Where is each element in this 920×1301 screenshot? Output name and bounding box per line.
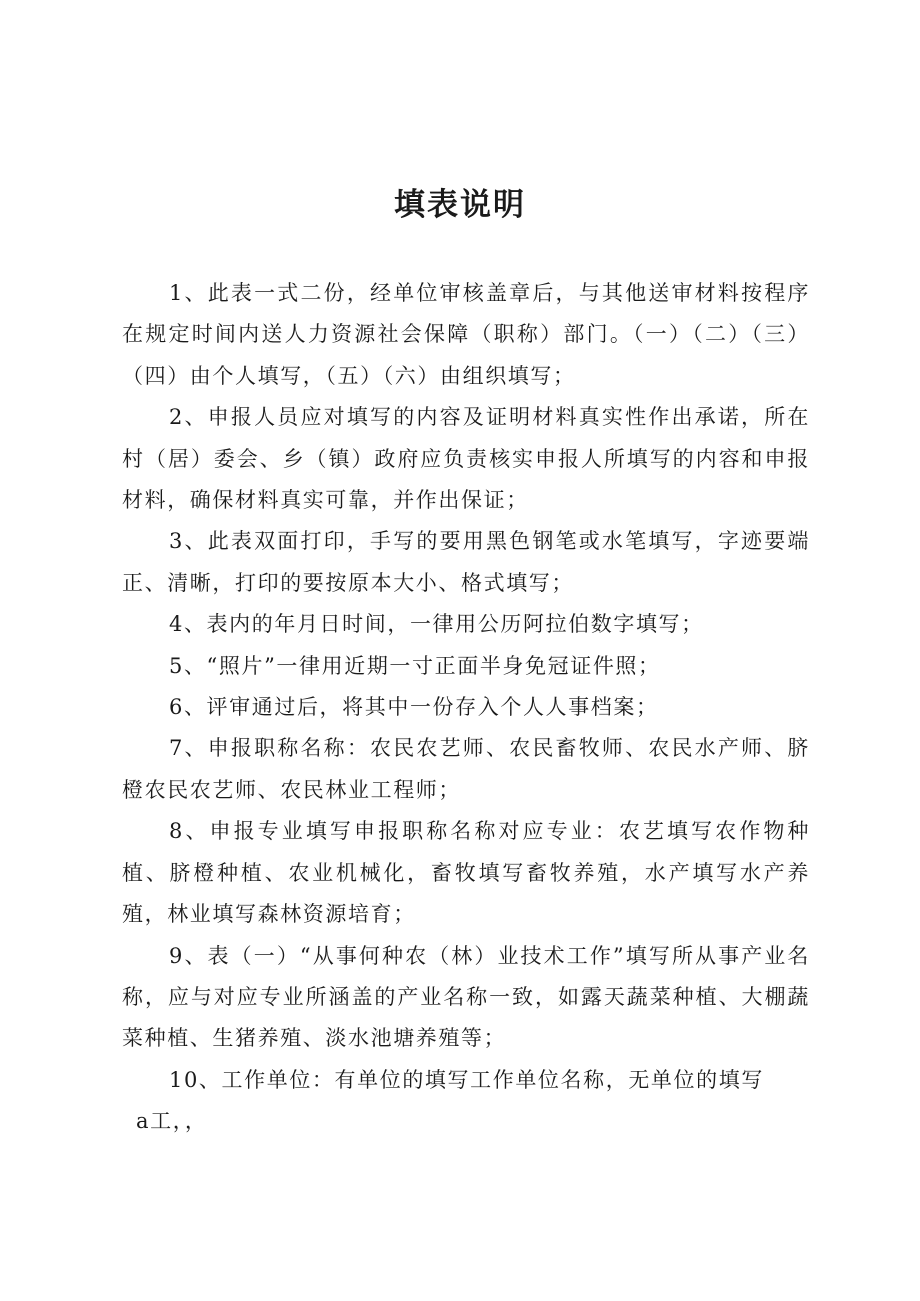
instruction-item-2: 2、申报人员应对填写的内容及证明材料真实性作出承诺，所在村（居）委会、乡（镇）政府应负责核实申报人所填写的内容和申报材料，确保材料真实可靠，并作出保证； [122,405,810,513]
instructions-body [122,273,810,1143]
instruction-item-10: 10、工作单位：有单位的填写工作单位名称，无单位的填写 [169,1067,764,1092]
page-title: 填表说明 [394,187,526,223]
instruction-item-7: 7、申报职称名称：农民农艺师、农民畜牧师、农民水产师、脐橙农民农艺师、农民林业工程师； [122,736,810,802]
instruction-item-6: 6、评审通过后，将其中一份存入个人人事档案； [169,695,659,720]
instruction-item-10-continuation: a工，， [136,1109,208,1134]
instruction-item-4: 4、表内的年月日时间，一律用公历阿拉伯数字填写； [169,612,704,637]
instruction-item-5: 5、“照片”一律用近期一寸正面半身免冠证件照； [169,653,661,678]
instruction-item-1: 1、此表一式二份，经单位审核盖章后，与其他送审材料按程序在规定时间内送人力资源社会保障（职称）部门。（一）（二）（三）（四）由个人填写，（五）（六）由组织填写； [122,281,810,388]
instruction-item-3: 3、此表双面打印，手写的要用黑色钢笔或水笔填写，字迹要端正、清晰，打印的要按原本大小、格式填写； [122,529,810,595]
instruction-item-8: 8、申报专业填写申报职称名称对应专业：农艺填写农作物种植、脐橙种植、农业机械化，畜牧填写畜牧养殖，水产填写水产养殖，林业填写森林资源培育； [122,819,810,927]
instruction-item-9: 9、表（一）“从事何种农（林）业技术工作”填写所从事产业名称，应与对应专业所涵盖的产业名称一致，如露天蔬菜种植、大棚蔬菜种植、生猪养殖、淡水池塘养殖等； [122,943,810,1051]
